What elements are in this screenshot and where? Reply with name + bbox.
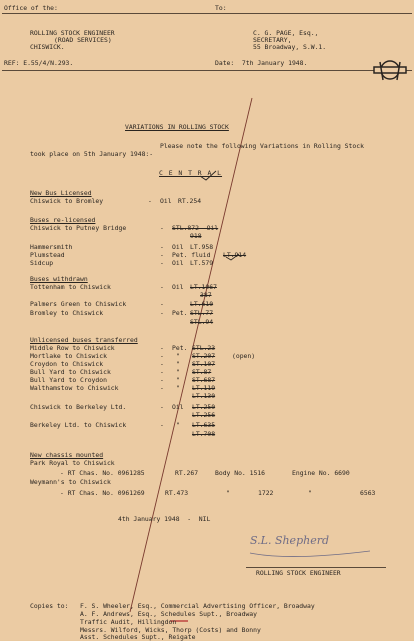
row-fuel: Oil	[172, 243, 184, 251]
row-vehicle: LT.914	[223, 251, 247, 259]
row-vehicle: LT.610	[190, 300, 214, 308]
to-line-2: SECRETARY,	[253, 36, 292, 44]
row-dash: -	[160, 224, 164, 232]
intro-line-2: took place on 5th January 1948:-	[30, 150, 154, 158]
row-dash: -	[160, 300, 164, 308]
row-vehicle: RT.254	[178, 197, 202, 205]
row-route: Chiswick to Berkeley Ltd.	[30, 403, 127, 411]
row-dash: -	[160, 368, 164, 376]
row-fuel: "	[176, 376, 180, 384]
row-fuel: Oil	[172, 403, 184, 411]
row-vehicle: ST.687	[192, 376, 216, 384]
chassis-body: 1722	[258, 489, 274, 497]
row-route: Croydon to Chiswick	[30, 360, 104, 368]
copies-line: A. F. Andrews, Esq., Schedules Supt., Broadway	[80, 610, 257, 618]
copies-line: Asst. Schedules Supt., Reigate	[80, 633, 196, 641]
chassis-engine: 6563	[360, 489, 376, 497]
section-heading-relicensed: Buses re-licensed	[30, 216, 96, 224]
row-dash: -	[148, 197, 152, 205]
row-fuel: Oil	[172, 283, 184, 291]
ref-number: REF: E.55/4/N.293.	[4, 59, 74, 67]
copies-line: F. S. Wheeler, Esq., Commercial Advertising Officer, Broadway	[80, 602, 315, 610]
row-fuel: "	[176, 368, 180, 376]
row-route: Bromley to Chiswick	[30, 309, 104, 317]
row-fuel: Pet.	[172, 344, 188, 352]
row-fuel: Pet.	[172, 309, 188, 317]
row-fuel: STL.872 Oil	[172, 224, 219, 232]
chassis-line-3: Weymann's to Chiswick	[30, 478, 111, 486]
ditto-mark: "	[226, 489, 230, 497]
row-vehicle: LT.958	[190, 243, 214, 251]
row-fuel: "	[176, 360, 180, 368]
row-route: Berkeley Ltd. to Chiswick	[30, 421, 127, 429]
to-line-1: C. G. PAGE, Esq.,	[253, 29, 319, 37]
row-route: Bull Yard to Croydon	[30, 376, 107, 384]
row-vehicle: LT.256	[192, 411, 216, 419]
chassis-line-1: Park Royal to Chiswick	[30, 459, 115, 467]
section-heading-unlicensed: Unlicensed buses transferred	[30, 336, 138, 344]
ditto-mark: "	[308, 489, 312, 497]
section-heading-withdrawn: Buses withdrawn	[30, 275, 88, 283]
row-route: Chiswick to Putney Bridge	[30, 224, 127, 232]
row-note: (open)	[232, 352, 256, 360]
row-route: Plumstead	[30, 251, 65, 259]
from-line-3: CHISWICK.	[30, 43, 65, 51]
row-fuel: "	[176, 352, 180, 360]
row-route: Tottenham to Chiswick	[30, 283, 111, 291]
sign-rule	[246, 567, 386, 568]
row-dash: -	[160, 259, 164, 267]
row-vehicle: ST.107	[192, 360, 216, 368]
row-dash: -	[160, 251, 164, 259]
to-label: To:	[215, 4, 227, 12]
sign-title: ROLLING STOCK ENGINEER	[256, 569, 341, 577]
row-dash: -	[160, 309, 164, 317]
row-vehicle: LT.708	[192, 430, 216, 438]
division-heading: C E N T R A L	[159, 169, 223, 177]
row-fuel: "	[176, 384, 180, 392]
from-line-2: (ROAD SERVICES)	[54, 36, 112, 44]
row-route: Palmers Green to Chiswick	[30, 300, 127, 308]
row-route: Middle Row to Chiswick	[30, 344, 115, 352]
signature: S.L. Shepherd	[250, 534, 330, 547]
row-vehicle: LT.579	[190, 259, 214, 267]
row-route: Walthamstow to Chiswick	[30, 384, 119, 392]
row-vehicle: LT.130	[192, 392, 216, 400]
office-label: Office of the:	[4, 4, 58, 12]
copies-line: Messrs. Wilford, Wicks, Thorp (Costs) and Bonny	[80, 626, 261, 634]
row-route: Mortlake to Chiswick	[30, 352, 107, 360]
row-vehicle: ST.87	[192, 368, 212, 376]
row-vehicle: 387	[200, 291, 212, 299]
row-route: Bull Yard to Chiswick	[30, 368, 111, 376]
section-heading-new-bus: New Bus Licensed	[30, 189, 92, 197]
row-dash: -	[160, 421, 164, 429]
row-fuel: Pet. fluid	[172, 251, 211, 259]
nil-line: 4th January 1948 - NIL	[118, 515, 211, 523]
copies-line: Traffic Audit, Hillingdon	[80, 618, 177, 626]
section-heading-new-chassis: New chassis mounted	[30, 451, 104, 459]
copies-label: Copies to:	[30, 602, 69, 610]
row-vehicle: LT.1067	[190, 283, 217, 291]
row-vehicle: STL.94	[190, 318, 214, 326]
row-vehicle: ST.207	[192, 352, 216, 360]
row-route: Sidcup	[30, 259, 54, 267]
row-dash: -	[160, 376, 164, 384]
row-route: Hammersmith	[30, 243, 73, 251]
to-line-3: 55 Broadway, S.W.1.	[253, 43, 327, 51]
row-fuel: Oil	[172, 259, 184, 267]
row-dash: -	[160, 360, 164, 368]
chassis-body: Body No. 1516	[215, 469, 266, 477]
row-dash: -	[160, 243, 164, 251]
row-vehicle: STL.77	[190, 309, 214, 317]
chassis-rt: RT.267	[175, 469, 199, 477]
intro-line-1: Please note the following Variations in Rolling Stock	[160, 142, 364, 150]
row-dash: -	[160, 283, 164, 291]
row-dash: -	[160, 344, 164, 352]
row-dash: -	[160, 352, 164, 360]
chassis-engine: Engine No. 6690	[292, 469, 350, 477]
row-vehicle: LT.250	[192, 403, 216, 411]
row-sub: 918	[190, 232, 202, 240]
row-fuel: Oil	[160, 197, 172, 205]
memo-title: VARIATIONS IN ROLLING STOCK	[125, 123, 229, 131]
chassis-rt: RT.473	[165, 489, 189, 497]
row-vehicle: LT.119	[192, 384, 216, 392]
row-dash: -	[160, 384, 164, 392]
row-route: Chiswick to Bromley	[30, 197, 104, 205]
from-line-1: ROLLING STOCK ENGINEER	[30, 29, 115, 37]
chassis-number: - RT Chas. No. 0961285	[60, 469, 145, 477]
chassis-number: - RT Chas. No. 0961269	[60, 489, 145, 497]
row-vehicle: STL.23	[192, 344, 216, 352]
row-vehicle: LT.635	[192, 421, 216, 429]
memo-date: Date: 7th January 1948.	[215, 59, 308, 67]
row-dash: -	[160, 403, 164, 411]
row-fuel: "	[176, 421, 180, 429]
